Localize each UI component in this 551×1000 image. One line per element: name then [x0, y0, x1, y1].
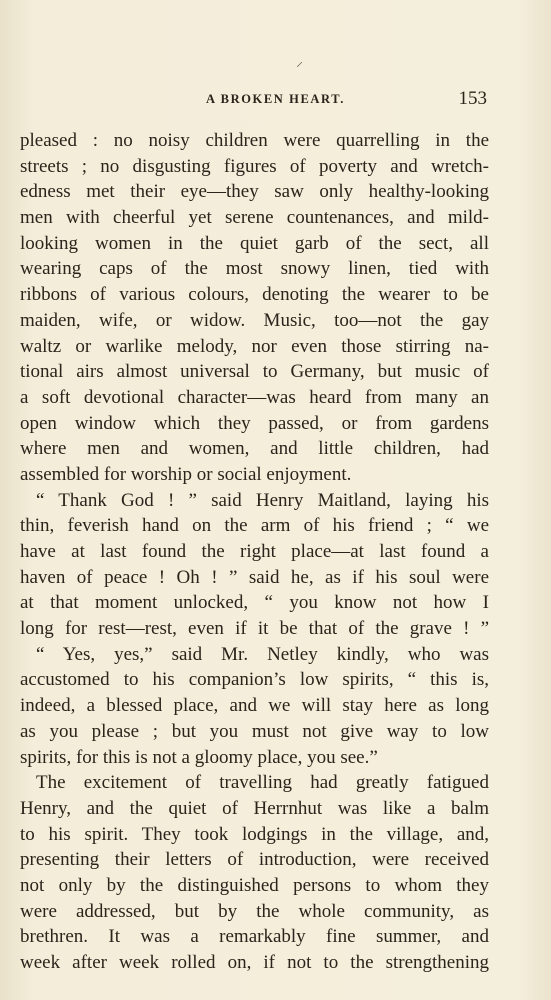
text-line: long for rest—rest, even if it be that of the grave ! ”	[20, 618, 489, 640]
text-line: as you please ; but you must not give way to low	[20, 720, 489, 742]
text-line: have at last found the right place—at last found a	[20, 541, 489, 562]
text-line: looking women in the quiet garb of the sect, all	[20, 232, 489, 254]
text-line: waltz or warlike melody, nor even those stirring na-	[20, 335, 489, 357]
text-line: a soft devotional character—was heard from many an	[20, 386, 489, 408]
text-line: open window which they passed, or from gardens	[20, 412, 489, 434]
text-line: “ Yes, yes,” said Mr. Netley kindly, who was	[36, 643, 489, 665]
text-line: to his spirit. They took lodgings in the village, and,	[20, 823, 489, 845]
text-line: “ Thank God ! ” said Henry Maitland, laying his	[36, 489, 489, 511]
text-line: brethren. It was a remarkably fine summer, and	[20, 926, 489, 948]
body-text	[20, 128, 489, 976]
text-line: where men and women, and little children, had	[20, 438, 489, 460]
text-line: men with cheerful yet serene countenances, and mild-	[20, 207, 489, 229]
text-line: maiden, wife, or widow. Music, too—not the gay	[20, 309, 489, 331]
text-line: haven of peace ! Oh ! ” said he, as if his soul were	[20, 566, 489, 588]
text-line: pleased : no noisy children were quarrelling in the	[20, 130, 489, 151]
running-title: A BROKEN HEART.	[206, 92, 345, 106]
text-line: presenting their letters of introduction, were received	[20, 849, 489, 871]
text-line: not only by the distinguished persons to whom they	[20, 874, 489, 896]
text-line: tional airs almost universal to Germany, but music of	[20, 361, 489, 383]
text-line: The excitement of travelling had greatly fatigued	[36, 772, 489, 794]
text-line: spirits, for this is not a gloomy place, you see.”	[20, 746, 378, 768]
text-line: indeed, a blessed place, and we will stay here as long	[20, 695, 489, 717]
text-line: were addressed, but by the whole community, as	[20, 900, 489, 922]
text-line: at that moment unlocked, “ you know not how I	[20, 592, 489, 614]
text-line: week after week rolled on, if not to the strengthening	[20, 952, 489, 973]
text-line: streets ; no disgusting figures of poverty and wretch-	[20, 155, 489, 177]
text-line: Henry, and the quiet of Herrnhut was like a balm	[20, 797, 489, 819]
text-line: ribbons of various colours, denoting the wearer to be	[20, 284, 489, 306]
text-line: edness met their eye—they saw only healthy-looking	[20, 181, 489, 203]
text-line: thin, feverish hand on the arm of his friend ; “ we	[20, 515, 489, 537]
pencil-mark: ⸝	[296, 55, 303, 70]
text-line: wearing caps of the most snowy linen, tied with	[20, 258, 489, 280]
text-line: accustomed to his companion’s low spirits, “ this is,	[20, 669, 489, 691]
page-number: 153	[458, 88, 487, 109]
text-line: assembled for worship or social enjoyment.	[20, 463, 352, 485]
